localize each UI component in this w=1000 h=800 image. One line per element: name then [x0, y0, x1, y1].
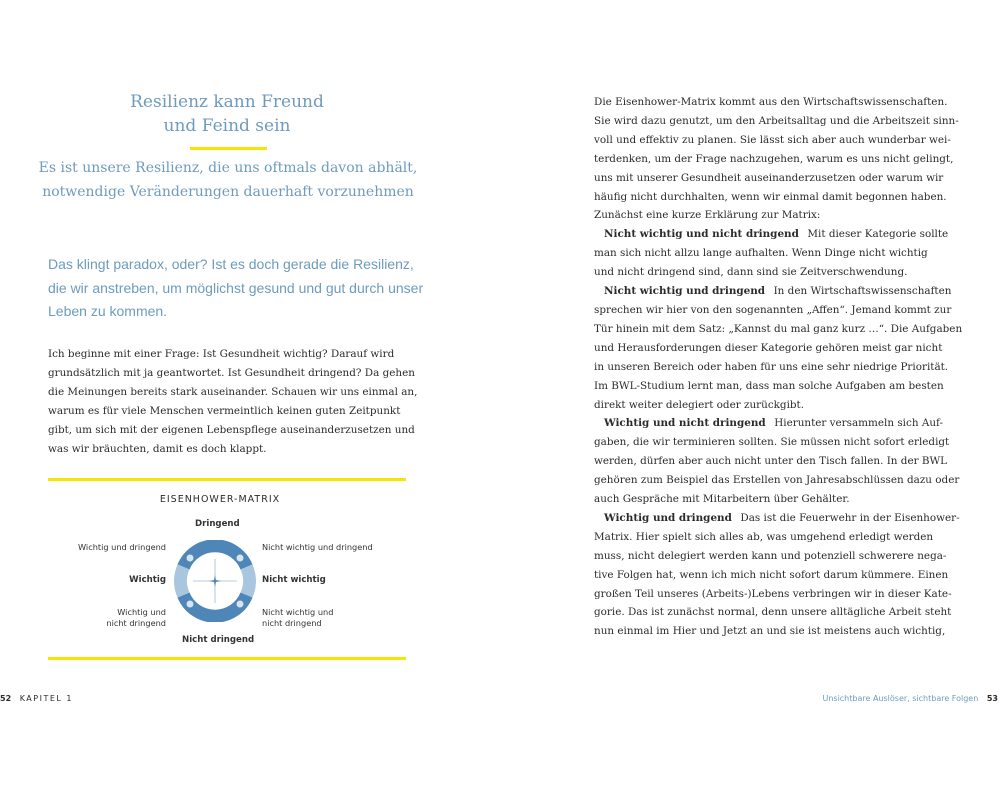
- ring-separator: [187, 601, 194, 608]
- ring-separator: [187, 555, 194, 562]
- matrix-label-dringend: Dringend: [195, 519, 240, 529]
- body-line: [594, 377, 956, 396]
- matrix-label-line: nicht dringend: [262, 618, 322, 628]
- page-number: 53: [986, 694, 998, 703]
- right-page: [500, 0, 1000, 800]
- matrix-label-wichtig-dringend: Wichtig und dringend: [78, 542, 166, 552]
- category-heading: Nicht wichtig und dringend: [604, 285, 766, 298]
- body-line-text: Die Eisenhower-Matrix kommt aus den Wirtschaftswissenschaften.: [594, 96, 948, 108]
- body-line-text: terdenken, um der Frage nachzugehen, warum es uns nicht gelingt,: [594, 152, 954, 165]
- matrix-title: EISENHOWER-MATRIX: [159, 494, 281, 505]
- matrix-label-nicht-wichtig-dringend: Nicht wichtig und dringend: [262, 542, 373, 552]
- body-line: [594, 414, 956, 433]
- eisenhower-matrix-figure: [48, 478, 406, 662]
- matrix-ring-diagram: [174, 540, 256, 622]
- matrix-label-nicht-wichtig: Nicht wichtig: [262, 575, 326, 585]
- body-line: [594, 471, 960, 490]
- chapter-title: [0, 90, 454, 138]
- body-line: [594, 93, 956, 112]
- lead-line: Das klingt paradox, oder? Ist es doch gerade die Resilienz,: [48, 256, 414, 272]
- body-line: [594, 452, 956, 471]
- body-line: [594, 188, 956, 207]
- body-line: [594, 301, 956, 320]
- body-line-text: tive Folgen hat, wenn ich mich nicht sofort darum kümmere. Einen: [594, 568, 949, 581]
- category-heading: Nicht wichtig und nicht dringend: [604, 228, 799, 241]
- body-paragraph: [48, 345, 418, 459]
- body-line: [594, 263, 956, 282]
- body-line: [594, 358, 956, 377]
- lead-line: die wir anstreben, um möglichst gesund und gut durch unser: [48, 279, 424, 296]
- lead-paragraph: [48, 253, 424, 324]
- body-line-text: gaben, die wir terminieren sollten. Sie müssen nicht sofort erledigt: [594, 436, 950, 449]
- body-line: warum es für viele Menschen vermeintlich keinen guten Zeitpunkt: [48, 405, 401, 417]
- right-body-text: [594, 93, 963, 641]
- body-line-text: uns mit unserer Gesundheit auseinanderzusetzen oder warum wir: [594, 171, 944, 184]
- body-line: [594, 225, 956, 244]
- body-line: [594, 433, 956, 452]
- lead-line: Leben zu kommen.: [48, 303, 168, 319]
- body-line-text: und nicht dringend sind, dann sind sie Zeitverschwendung.: [594, 266, 908, 279]
- footer-left: [0, 694, 73, 703]
- body-line-text: Mit dieser Kategorie sollte: [807, 228, 949, 241]
- body-line: [594, 509, 960, 528]
- ring-segment-left: [180, 567, 183, 595]
- body-line: [594, 320, 963, 339]
- body-line: [594, 150, 956, 169]
- category-heading: Wichtig und nicht dringend: [604, 417, 766, 430]
- matrix-label-wichtig: Wichtig: [129, 575, 166, 585]
- chapter-title-line: Resilienz kann Freund: [130, 92, 324, 112]
- matrix-label-nicht-wichtig-nicht-dringend: [262, 607, 333, 629]
- body-line: [594, 566, 956, 585]
- body-line-text: gehören zum Beispiel das Erstellen von Jahresabschlüssen dazu oder: [594, 474, 960, 487]
- body-line: [594, 339, 956, 358]
- body-line: [594, 585, 956, 604]
- chapter-title-line: und Feind sein: [163, 116, 291, 136]
- body-line-text: nun einmal im Hier und Jetzt an und sie ist meistens auch wichtig,: [594, 625, 946, 638]
- body-line-text: Tür hinein mit dem Satz: „Kannst du mal ganz kurz …“. Die Aufgaben: [594, 322, 963, 335]
- footer-right: [822, 694, 998, 703]
- ring-separator: [237, 555, 244, 562]
- body-line-text: muss, nicht delegiert werden kann und potenziell schwerere nega-: [594, 549, 947, 562]
- running-chapter: KAPITEL 1: [19, 694, 73, 703]
- body-line-text: Sie wird dazu genutzt, um den Arbeitsalltag und die Arbeitszeit sinn-: [594, 114, 959, 127]
- category-heading: Wichtig und dringend: [604, 511, 732, 524]
- body-line-text: man sich nicht allzu lange aufhalten. Wenn Dinge nicht wichtig: [594, 247, 928, 260]
- page-number: 52: [0, 694, 12, 703]
- body-line: Ich beginne mit einer Frage: Ist Gesundheit wichtig? Darauf wird: [48, 348, 395, 360]
- running-title: Unsichtbare Auslöser, sichtbare Folgen: [822, 694, 979, 703]
- body-line-text: Matrix. Hier spielt sich alles ab, was umgehend erledigt werden: [594, 530, 934, 543]
- body-line-text: Das ist die Feuerwehr in der Eisenhower-: [740, 511, 960, 524]
- subtitle-line: notwendige Veränderungen dauerhaft vorzunehmen: [42, 184, 414, 200]
- body-line: [594, 396, 956, 415]
- matrix-top-rule: [48, 478, 406, 481]
- body-line-text: sprechen wir hier von den sogenannten „Affen“. Jemand kommt zur: [594, 303, 952, 316]
- body-line: die Meinungen bereits stark auseinander. Schauen wir uns einmal an,: [48, 386, 418, 398]
- body-line: [594, 622, 956, 641]
- body-line: [594, 603, 956, 622]
- subtitle-line: Es ist unsere Resilienz, die uns oftmals davon abhält,: [38, 160, 418, 176]
- body-line-text: gorie. Das ist zunächst normal, denn unsere alltägliche Arbeit steht: [594, 606, 952, 619]
- center-star-icon: [209, 575, 221, 587]
- body-line: [594, 547, 956, 566]
- matrix-label-line: Nicht wichtig und: [262, 607, 334, 617]
- body-line-text: werden, dürfen aber auch nicht unter den Tisch fallen. In der BWL: [594, 455, 948, 468]
- body-line-text: auch Gespräche mit Mitarbeitern über Gehälter.: [594, 493, 850, 506]
- matrix-label-line: Wichtig und: [117, 607, 166, 617]
- body-line-text: in unseren Bereich oder haben für uns eine sehr niedrige Priorität.: [594, 360, 949, 373]
- body-line: grundsätzlich mit ja geantwortet. Ist Gesundheit dringend? Da gehen: [48, 367, 415, 379]
- body-line-text: häufig nicht durchhalten, wenn wir einmal damit begonnen haben.: [594, 190, 947, 203]
- body-line: [594, 490, 956, 509]
- body-line: gibt, um sich mit der eigenen Lebenspflege auseinanderzusetzen und: [48, 424, 415, 436]
- body-line: [594, 206, 956, 225]
- body-line-text: Im BWL-Studium lernt man, dass man solche Aufgaben am besten: [594, 379, 944, 392]
- body-line: [594, 131, 956, 150]
- matrix-label-wichtig-nicht-dringend: [106, 607, 166, 629]
- body-line: [594, 528, 956, 547]
- body-line: [594, 112, 959, 131]
- body-line-text: Zunächst eine kurze Erklärung zur Matrix:: [594, 209, 821, 222]
- body-line: [594, 244, 956, 263]
- matrix-label-line: nicht dringend: [106, 618, 166, 628]
- body-line: [594, 282, 956, 301]
- body-line-text: In den Wirtschaftswissenschaften: [773, 285, 952, 298]
- ring-separator: [237, 601, 244, 608]
- chapter-subtitle: [38, 156, 418, 204]
- body-line-text: direkt weiter delegiert oder zurückgibt.: [594, 398, 805, 411]
- matrix-label-nicht-dringend: Nicht dringend: [182, 635, 255, 645]
- ring-segment-right: [247, 567, 250, 595]
- body-line-text: Hierunter versammeln sich Auf-: [774, 417, 944, 430]
- body-line-text: voll und effektiv zu planen. Sie lässt sich aber auch wunderbar wei-: [594, 133, 951, 146]
- title-underline: [190, 147, 267, 150]
- matrix-bottom-rule: [48, 657, 406, 660]
- body-line: was wir bräuchten, damit es doch klappt.: [48, 443, 267, 455]
- body-line-text: großen Teil unseres (Arbeits-)Lebens verbringen wir in dieser Kate-: [594, 587, 952, 600]
- body-line: [594, 169, 956, 188]
- body-line-text: und Herausforderungen dieser Kategorie gehören meist gar nicht: [594, 341, 943, 354]
